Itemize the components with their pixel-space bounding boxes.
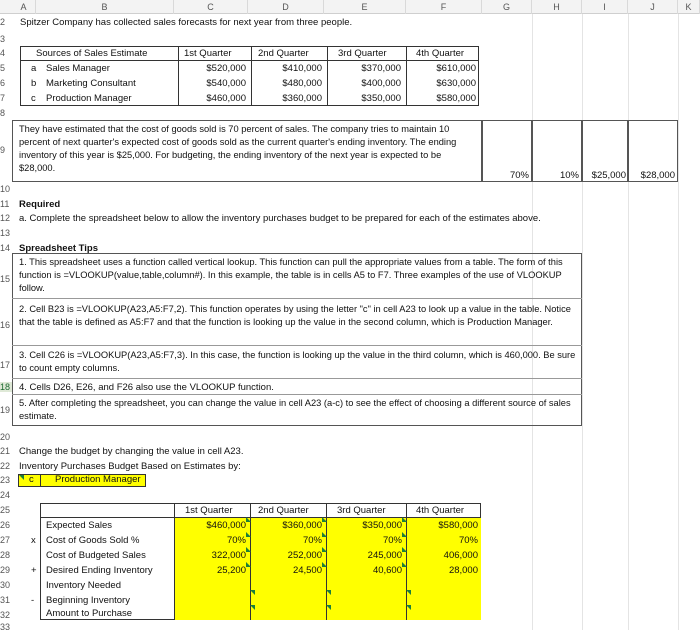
forecast-cell[interactable]: $630,000 xyxy=(436,78,476,89)
row-number[interactable]: 12 xyxy=(0,213,11,223)
row-number-selected[interactable]: 18 xyxy=(0,382,11,392)
row-number[interactable]: 21 xyxy=(0,446,11,456)
row-number[interactable]: 17 xyxy=(0,360,11,370)
row-number[interactable]: 5 xyxy=(0,63,6,73)
budget-cell[interactable]: $360,000 xyxy=(282,520,322,531)
budget-cell[interactable]: 70% xyxy=(382,535,402,546)
budget-cell[interactable]: 25,200 xyxy=(216,565,246,576)
budget-operator: - xyxy=(31,595,35,606)
budget-row-label: Desired Ending Inventory xyxy=(46,565,153,576)
forecast-header-q4: 4th Quarter xyxy=(416,48,465,59)
tip-2: 2. Cell B23 is =VLOOKUP(A23,A5:F7,2). This function operates by using the letter "c" in cell A23 to look up a value in the table. Notice that the table is defined as A5:F7 and that the function is looking up the value in the second column, which is Production Manager. xyxy=(19,304,571,327)
budget-cell[interactable]: 70% xyxy=(226,535,246,546)
row-number[interactable]: 26 xyxy=(0,520,11,530)
budget-cell[interactable]: 245,000 xyxy=(367,550,402,561)
budget-cell[interactable]: 24,500 xyxy=(292,565,322,576)
row-number[interactable]: 29 xyxy=(0,565,11,575)
budget-row-label: Amount to Purchase xyxy=(46,608,133,619)
forecast-cell[interactable]: $400,000 xyxy=(361,78,401,89)
row-number[interactable]: 9 xyxy=(0,145,6,155)
assumptions-text: They have estimated that the cost of goods sold is 70 percent of sales. The company tries to maintain 10 percent of next quarter's expected cost of goods sold as the current quarter's ending inventory. The ending inventory of this year is $25,000. For budgeting, the ending inventory of the next year is expected to be $28,000. xyxy=(19,124,457,173)
forecast-cell[interactable]: $350,000 xyxy=(361,93,401,104)
tip-1: 1. This spreadsheet uses a function called vertical lookup. This function can pull the appropriate values from a table. The form of this function is =VLOOKUP(value,table,column#). In this example, the table is in cells A5 to F7. Three examples of the use of VLOOKUP follow. xyxy=(19,257,563,293)
column-header-d[interactable]: D xyxy=(248,0,324,14)
column-header-b[interactable]: B xyxy=(36,0,174,14)
column-header-e[interactable]: E xyxy=(324,0,406,14)
column-header-a[interactable]: A xyxy=(12,0,36,14)
row-number[interactable]: 15 xyxy=(0,274,11,284)
forecast-cell[interactable]: $580,000 xyxy=(436,93,476,104)
budget-operator: + xyxy=(31,565,37,576)
budget-cell[interactable]: $350,000 xyxy=(362,520,402,531)
budget-header-q4: 4th Quarter xyxy=(416,505,465,516)
row-number[interactable]: 30 xyxy=(0,580,11,590)
required-heading: Required xyxy=(19,199,61,210)
forecast-cell[interactable]: $360,000 xyxy=(282,93,322,104)
required-text: a. Complete the spreadsheet below to allow the inventory purchases budget to be prepared for each of the estimates above. xyxy=(19,213,541,224)
selected-source-name: Production Manager xyxy=(55,474,141,485)
row-number[interactable]: 14 xyxy=(0,243,11,253)
forecast-cell[interactable]: $370,000 xyxy=(361,63,401,74)
row-number[interactable]: 19 xyxy=(0,405,11,415)
row-number[interactable]: 16 xyxy=(0,320,11,330)
budget-title: Inventory Purchases Budget Based on Estimates by: xyxy=(19,461,241,472)
budget-row-label: Inventory Needed xyxy=(46,580,121,591)
forecast-cell[interactable]: $610,000 xyxy=(436,63,476,74)
budget-row-label: Cost of Goods Sold % xyxy=(46,535,140,546)
column-header-i[interactable]: I xyxy=(582,0,628,14)
budget-header-q1: 1st Quarter xyxy=(185,505,233,516)
tip-3: 3. Cell C26 is =VLOOKUP(A23,A5:F7,3). In this case, the function is looking up the value in the third column, which is 460,000. Be sure to count empty columns. xyxy=(19,350,576,373)
forecast-row-key: a xyxy=(31,63,37,74)
forecast-header-q3: 3rd Quarter xyxy=(338,48,387,59)
forecast-row-label: Marketing Consultant xyxy=(46,78,136,89)
budget-cell[interactable]: $460,000 xyxy=(206,520,246,531)
row-number[interactable]: 20 xyxy=(0,432,11,442)
budget-cell[interactable]: 40,600 xyxy=(372,565,402,576)
column-header-g[interactable]: G xyxy=(482,0,532,14)
forecast-row-label: Production Manager xyxy=(46,93,132,104)
budget-cell[interactable]: 406,000 xyxy=(443,550,478,561)
column-header-k[interactable]: K xyxy=(678,0,700,14)
row-number[interactable]: 28 xyxy=(0,550,11,560)
ending-inventory-cell[interactable]: $28,000 xyxy=(640,170,675,181)
row-number[interactable]: 4 xyxy=(0,48,6,58)
beginning-inventory-cell[interactable]: $25,000 xyxy=(591,170,626,181)
row-number[interactable]: 6 xyxy=(0,78,6,88)
row-number[interactable]: 2 xyxy=(0,17,6,27)
row-number[interactable]: 8 xyxy=(0,108,6,118)
budget-row-label: Beginning Inventory xyxy=(46,595,130,606)
forecast-row-label: Sales Manager xyxy=(46,63,110,74)
forecast-cell[interactable]: $460,000 xyxy=(206,93,246,104)
column-header-j[interactable]: J xyxy=(628,0,678,14)
budget-operator: x xyxy=(31,535,36,546)
row-number[interactable]: 31 xyxy=(0,595,11,605)
budget-row-label: Cost of Budgeted Sales xyxy=(46,550,146,561)
intro-text: Spitzer Company has collected sales forecasts for next year from three people. xyxy=(20,17,353,28)
row-number[interactable]: 11 xyxy=(0,199,10,209)
forecast-cell[interactable]: $410,000 xyxy=(282,63,322,74)
budget-header-q3: 3rd Quarter xyxy=(337,505,386,516)
row-number[interactable]: 27 xyxy=(0,535,11,545)
row-number[interactable]: 7 xyxy=(0,93,6,103)
budget-cell[interactable]: 252,000 xyxy=(287,550,322,561)
row-number[interactable]: 23 xyxy=(0,475,11,485)
forecast-row-key: c xyxy=(31,93,36,104)
forecast-cell[interactable]: $520,000 xyxy=(206,63,246,74)
cogs-percent-cell[interactable]: 70% xyxy=(509,170,529,181)
tip-5: 5. After completing the spreadsheet, you can change the value in cell A23 (a-c) to see the effect of choosing a different source of sales estimate. xyxy=(19,398,571,421)
tips-heading: Spreadsheet Tips xyxy=(19,243,99,254)
budget-cell[interactable]: 28,000 xyxy=(448,565,478,576)
source-selector-cell-a23[interactable]: c xyxy=(29,474,34,485)
budget-row-label: Expected Sales xyxy=(46,520,113,531)
row-number[interactable]: 10 xyxy=(0,184,11,194)
row-number[interactable]: 25 xyxy=(0,505,11,515)
column-header-bar xyxy=(0,0,700,14)
budget-header-q2: 2nd Quarter xyxy=(258,505,309,516)
budget-cell[interactable]: 70% xyxy=(302,535,322,546)
forecast-cell[interactable]: $480,000 xyxy=(282,78,322,89)
row-number[interactable]: 24 xyxy=(0,490,11,500)
column-header-h[interactable]: H xyxy=(532,0,582,14)
row-number[interactable]: 3 xyxy=(0,34,6,44)
row-number[interactable]: 32 xyxy=(0,610,11,620)
column-header-c[interactable]: C xyxy=(174,0,248,14)
forecast-row-key: b xyxy=(31,78,37,89)
forecast-cell[interactable]: $540,000 xyxy=(206,78,246,89)
budget-cell[interactable]: 322,000 xyxy=(211,550,246,561)
row-number[interactable]: 22 xyxy=(0,461,11,471)
tip-4: 4. Cells D26, E26, and F26 also use the VLOOKUP function. xyxy=(19,382,274,393)
row-number[interactable]: 33 xyxy=(0,622,11,630)
row-number[interactable]: 13 xyxy=(0,228,11,238)
forecast-header-q1: 1st Quarter xyxy=(184,48,232,59)
forecast-header-source: Sources of Sales Estimate xyxy=(36,48,148,59)
inventory-percent-cell[interactable]: 10% xyxy=(559,170,579,181)
column-header-f[interactable]: F xyxy=(406,0,482,14)
budget-cell[interactable]: $580,000 xyxy=(438,520,478,531)
budget-change-note: Change the budget by changing the value in cell A23. xyxy=(19,446,244,457)
budget-cell[interactable]: 70% xyxy=(458,535,478,546)
forecast-header-q2: 2nd Quarter xyxy=(258,48,309,59)
